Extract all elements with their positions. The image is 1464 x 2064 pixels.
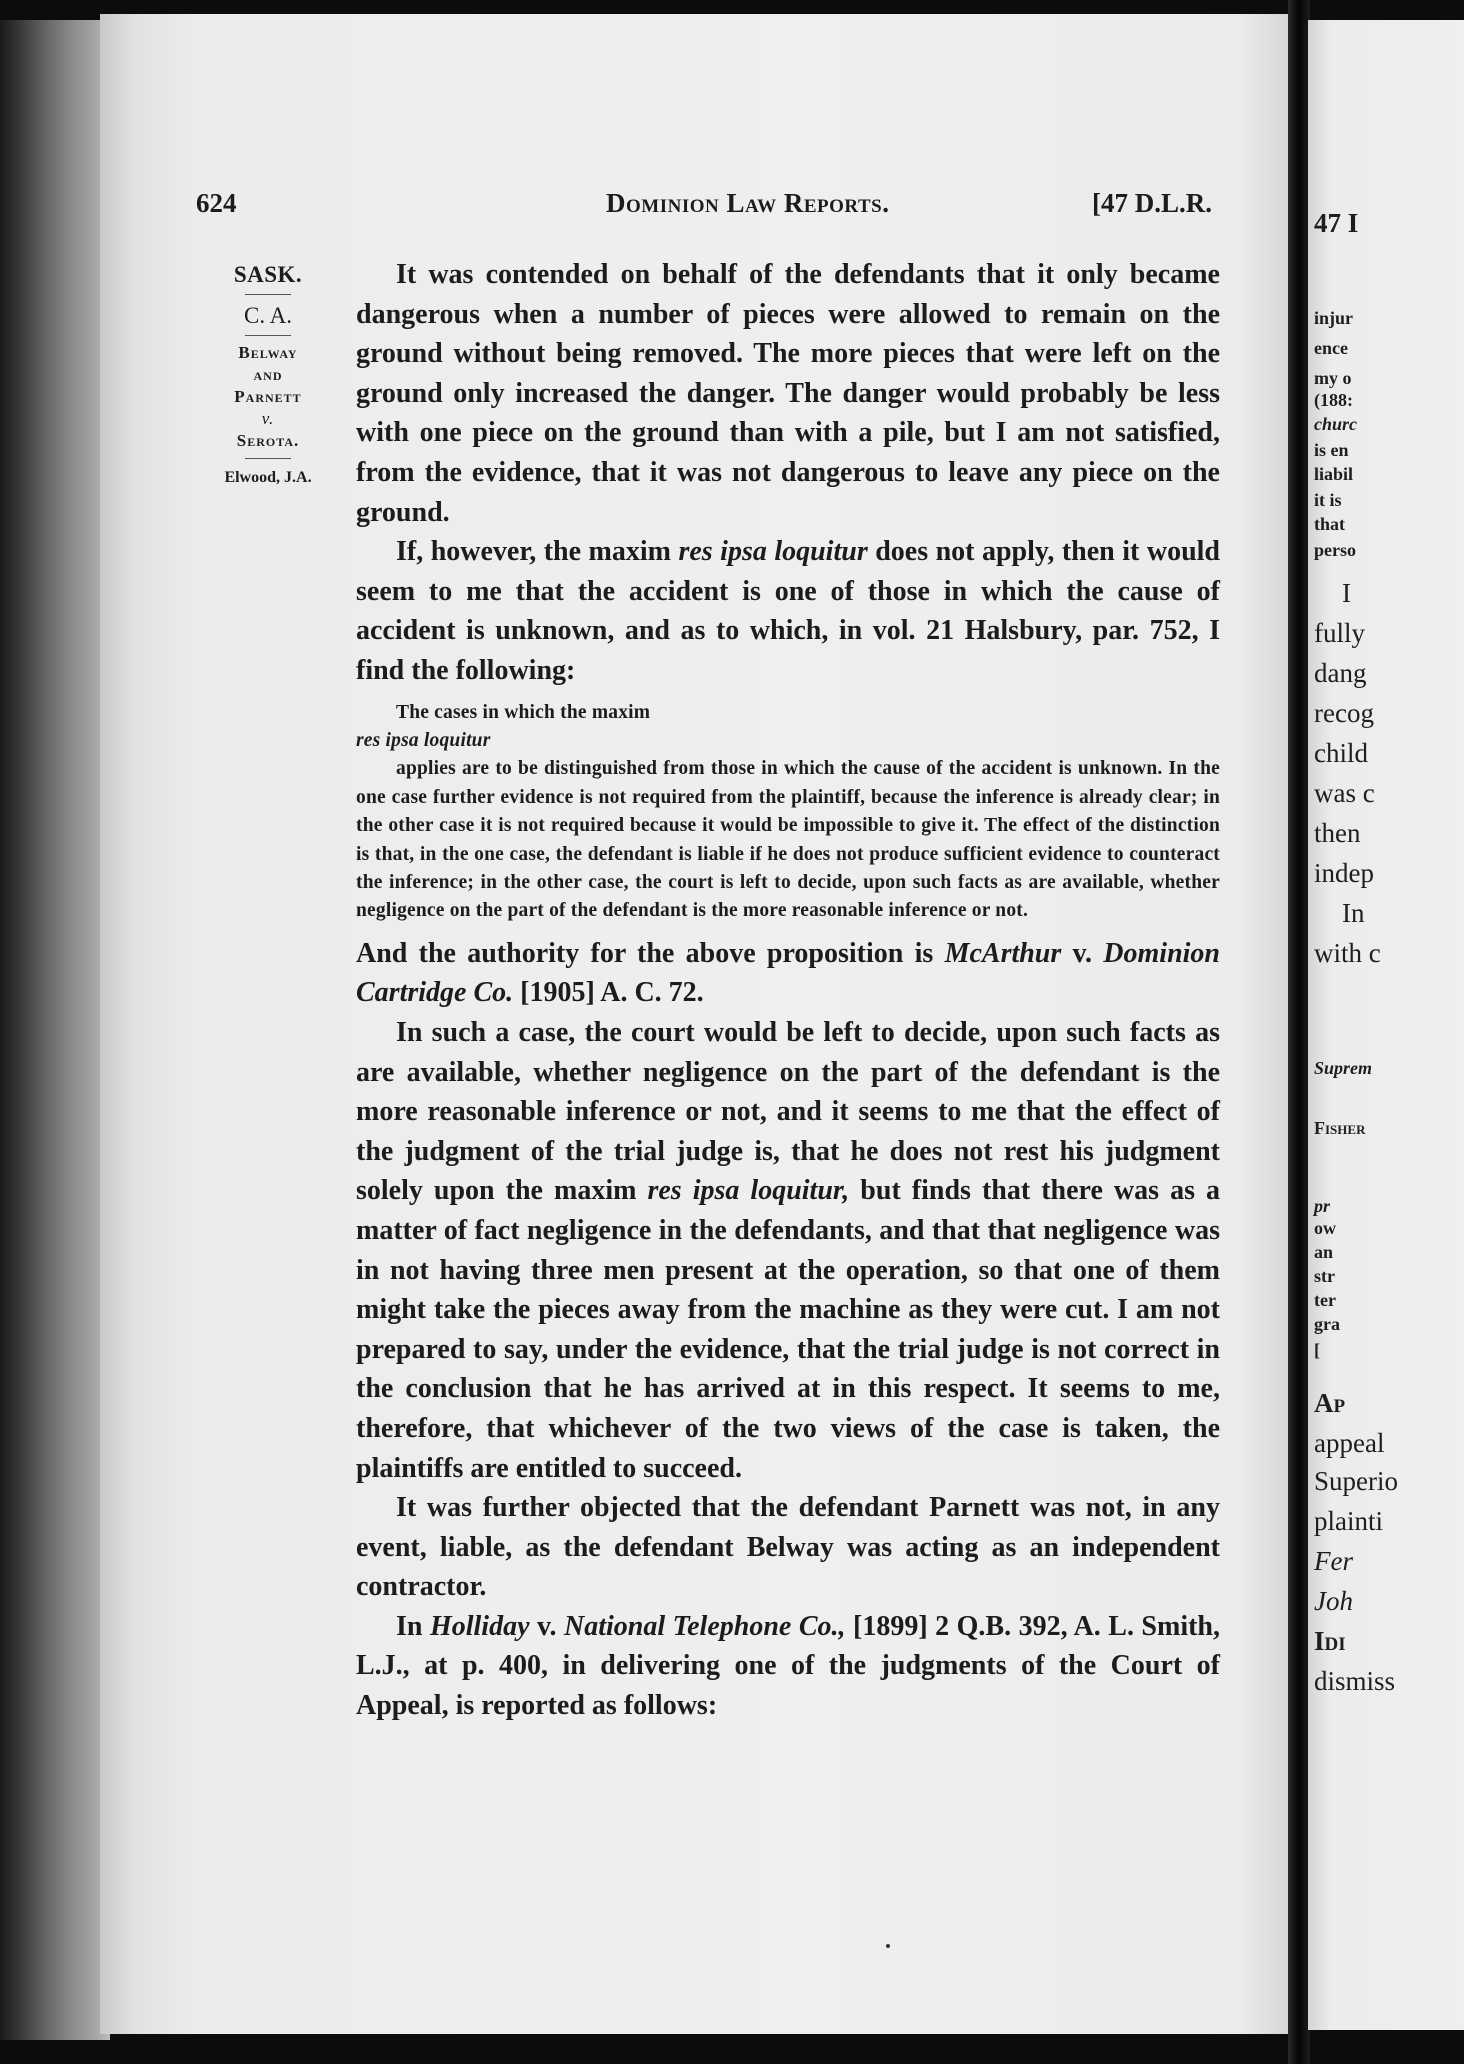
right-page-fragment: with c [1314, 938, 1381, 968]
block-quote: The cases in which the maxim res ipsa loquitur applies are to be distinguished from those in which the cause of the accident is unknown. In the one case further evidence is not required from the plaintiff, because the inference is already clear; in the other case it is not required because it would be impossible to give it. The effect of the distinction is that, in the one case, the defendant is liable if he does not produce sufficient evidence to counteract the inference; in the other case, the court is left to decide, upon such facts as are available, whether negligence on the part of the defendant is the more reasonable inference or not. [356, 701, 1220, 922]
book-gutter [1288, 0, 1310, 2064]
right-page-fragment: that [1314, 514, 1345, 534]
page-number: 624 [196, 188, 237, 218]
right-page-fragment: pr [1314, 1196, 1331, 1216]
court-label: C. A. [244, 303, 292, 328]
right-page-fragment: fully [1314, 618, 1365, 648]
right-page-fragment: Fer [1314, 1546, 1353, 1576]
right-page-fragment: my o [1314, 368, 1352, 388]
sidenote-rule [245, 458, 291, 459]
right-page-fragment: injur [1314, 308, 1354, 328]
right-page-fragment: an [1314, 1242, 1334, 1262]
right-page-fragment: Superio [1314, 1466, 1398, 1496]
right-page-fragment: str [1314, 1266, 1335, 1286]
paragraph: In Holliday v. National Telephone Co., [1899] 2 Q.B. 392, A. L. Smith, L.J., at p. 400, in delivering one of the judgments of the Court of Appeal, is reported as follows: [356, 1610, 1221, 1722]
main-text [356, 255, 1220, 1726]
print-speck [886, 1944, 890, 1948]
case-name-line: and [253, 365, 283, 384]
case-citation: National Telephone Co., [563, 1610, 846, 1642]
right-page-fragment: ter [1314, 1290, 1336, 1310]
right-page-fragment: In [1342, 898, 1365, 928]
book-spine [0, 20, 110, 2040]
latin-maxim: res ipsa loquitur, [647, 1175, 850, 1207]
case-name-line: Belway [238, 343, 298, 362]
right-page-edge [1308, 20, 1464, 2030]
paragraph: In such a case, the court would be left to decide, upon such facts as are available, whether negligence on the part of the defendant is the more reasonable inference or not, and it seems to me that the effect of the judgment of the trial judge is, that he does not rest his judgment solely upon the maxim res ipsa loquitur, but finds that there was as a matter of fact negligence in the defendants, and that that negligence was in not having three men present at the operation, so that one of them might take the pieces away from the machine as they were cut. I am not prepared to say, under the evidence, that the trial judge is not correct in the conclusion that he has arrived at in this respect. It seems to me, therefore, that whichever of the two views of the case is taken, the plaintiffs are entitled to succeed. [356, 1016, 1220, 1484]
right-page-fragment: was c [1314, 778, 1375, 808]
right-page-fragment: perso [1314, 540, 1356, 560]
right-page-fragment: churc [1314, 414, 1358, 434]
right-page-fragment: it is [1314, 490, 1342, 510]
right-page-fragment: dang [1314, 658, 1367, 688]
case-name-line: Parnett [234, 387, 302, 406]
margin-sidenote [206, 262, 330, 487]
right-page-fragment: I [1342, 578, 1351, 608]
volume-reference: [47 D.L.R. [1092, 188, 1212, 218]
right-page-fragment: [ [1314, 1340, 1320, 1360]
right-page-fragment: indep [1314, 858, 1374, 888]
latin-maxim: res ipsa loquitur [356, 729, 491, 751]
right-page-fragment: Idi [1314, 1626, 1346, 1656]
right-page-fragment: is en [1314, 440, 1349, 460]
case-citation: McArthur [944, 937, 1062, 969]
paragraph: It was contended on behalf of the defendants that it only became dangerous when a number of pieces were allowed to remain on the ground without being removed. The more pieces that were left on the ground only increased the danger. The danger would probably be less with one piece on the ground than with a pile, but I am not satisfied, from the evidence, that it was not dangerous to leave any piece on the ground. [356, 259, 1220, 528]
case-versus: v. [261, 409, 275, 428]
right-page-fragment: then [1314, 818, 1361, 848]
paragraph: It was further objected that the defendant Parnett was not, in any event, liable, as the defendant Belway was acting as an independent contractor. [356, 1492, 1220, 1603]
right-page-fragment: ence [1314, 338, 1348, 358]
right-page-fragment: ow [1314, 1218, 1336, 1238]
running-header [196, 188, 1212, 228]
right-page-fragment: plainti [1314, 1506, 1383, 1536]
case-name-line: Serota. [236, 431, 300, 450]
paragraph: And the authority for the above proposition is McArthur v. Dominion Cartridge Co. [1905] A. C. 72. [356, 937, 1220, 1009]
right-page-fragment: gra [1314, 1314, 1340, 1334]
right-page-fragment: Fisher [1314, 1118, 1366, 1138]
right-page-fragment: 47 I [1314, 208, 1359, 238]
right-page-fragment: Suprem [1314, 1058, 1373, 1078]
case-citation: Holliday [429, 1610, 530, 1642]
running-title: Dominion Law Reports. [606, 188, 890, 218]
right-page-fragment: child [1314, 738, 1368, 768]
right-page-fragment: dismiss [1314, 1666, 1396, 1696]
paragraph: If, however, the maxim res ipsa loquitur does not apply, then it would seem to me that the accident is one of those in which the cause of accident is unknown, and as to which, in vol. 21 Halsbury, par. 752, I find the following: [356, 536, 1220, 686]
province-label: SASK. [233, 262, 303, 287]
latin-maxim: res ipsa loquitur [678, 536, 868, 568]
right-page-fragment: liabil [1314, 464, 1354, 484]
right-page-fragment: Ap [1314, 1388, 1346, 1418]
case-citation: Dominion Cartridge Co. [356, 937, 1220, 1009]
judge-label: Elwood, J.A. [224, 469, 312, 486]
sidenote-rule [245, 294, 291, 295]
sidenote-rule [245, 335, 291, 336]
right-page-fragment: Joh [1314, 1586, 1353, 1616]
right-page-fragment: (188: [1314, 390, 1353, 410]
right-page-fragment: appeal [1314, 1428, 1385, 1458]
right-page-fragment: recog [1314, 698, 1374, 728]
